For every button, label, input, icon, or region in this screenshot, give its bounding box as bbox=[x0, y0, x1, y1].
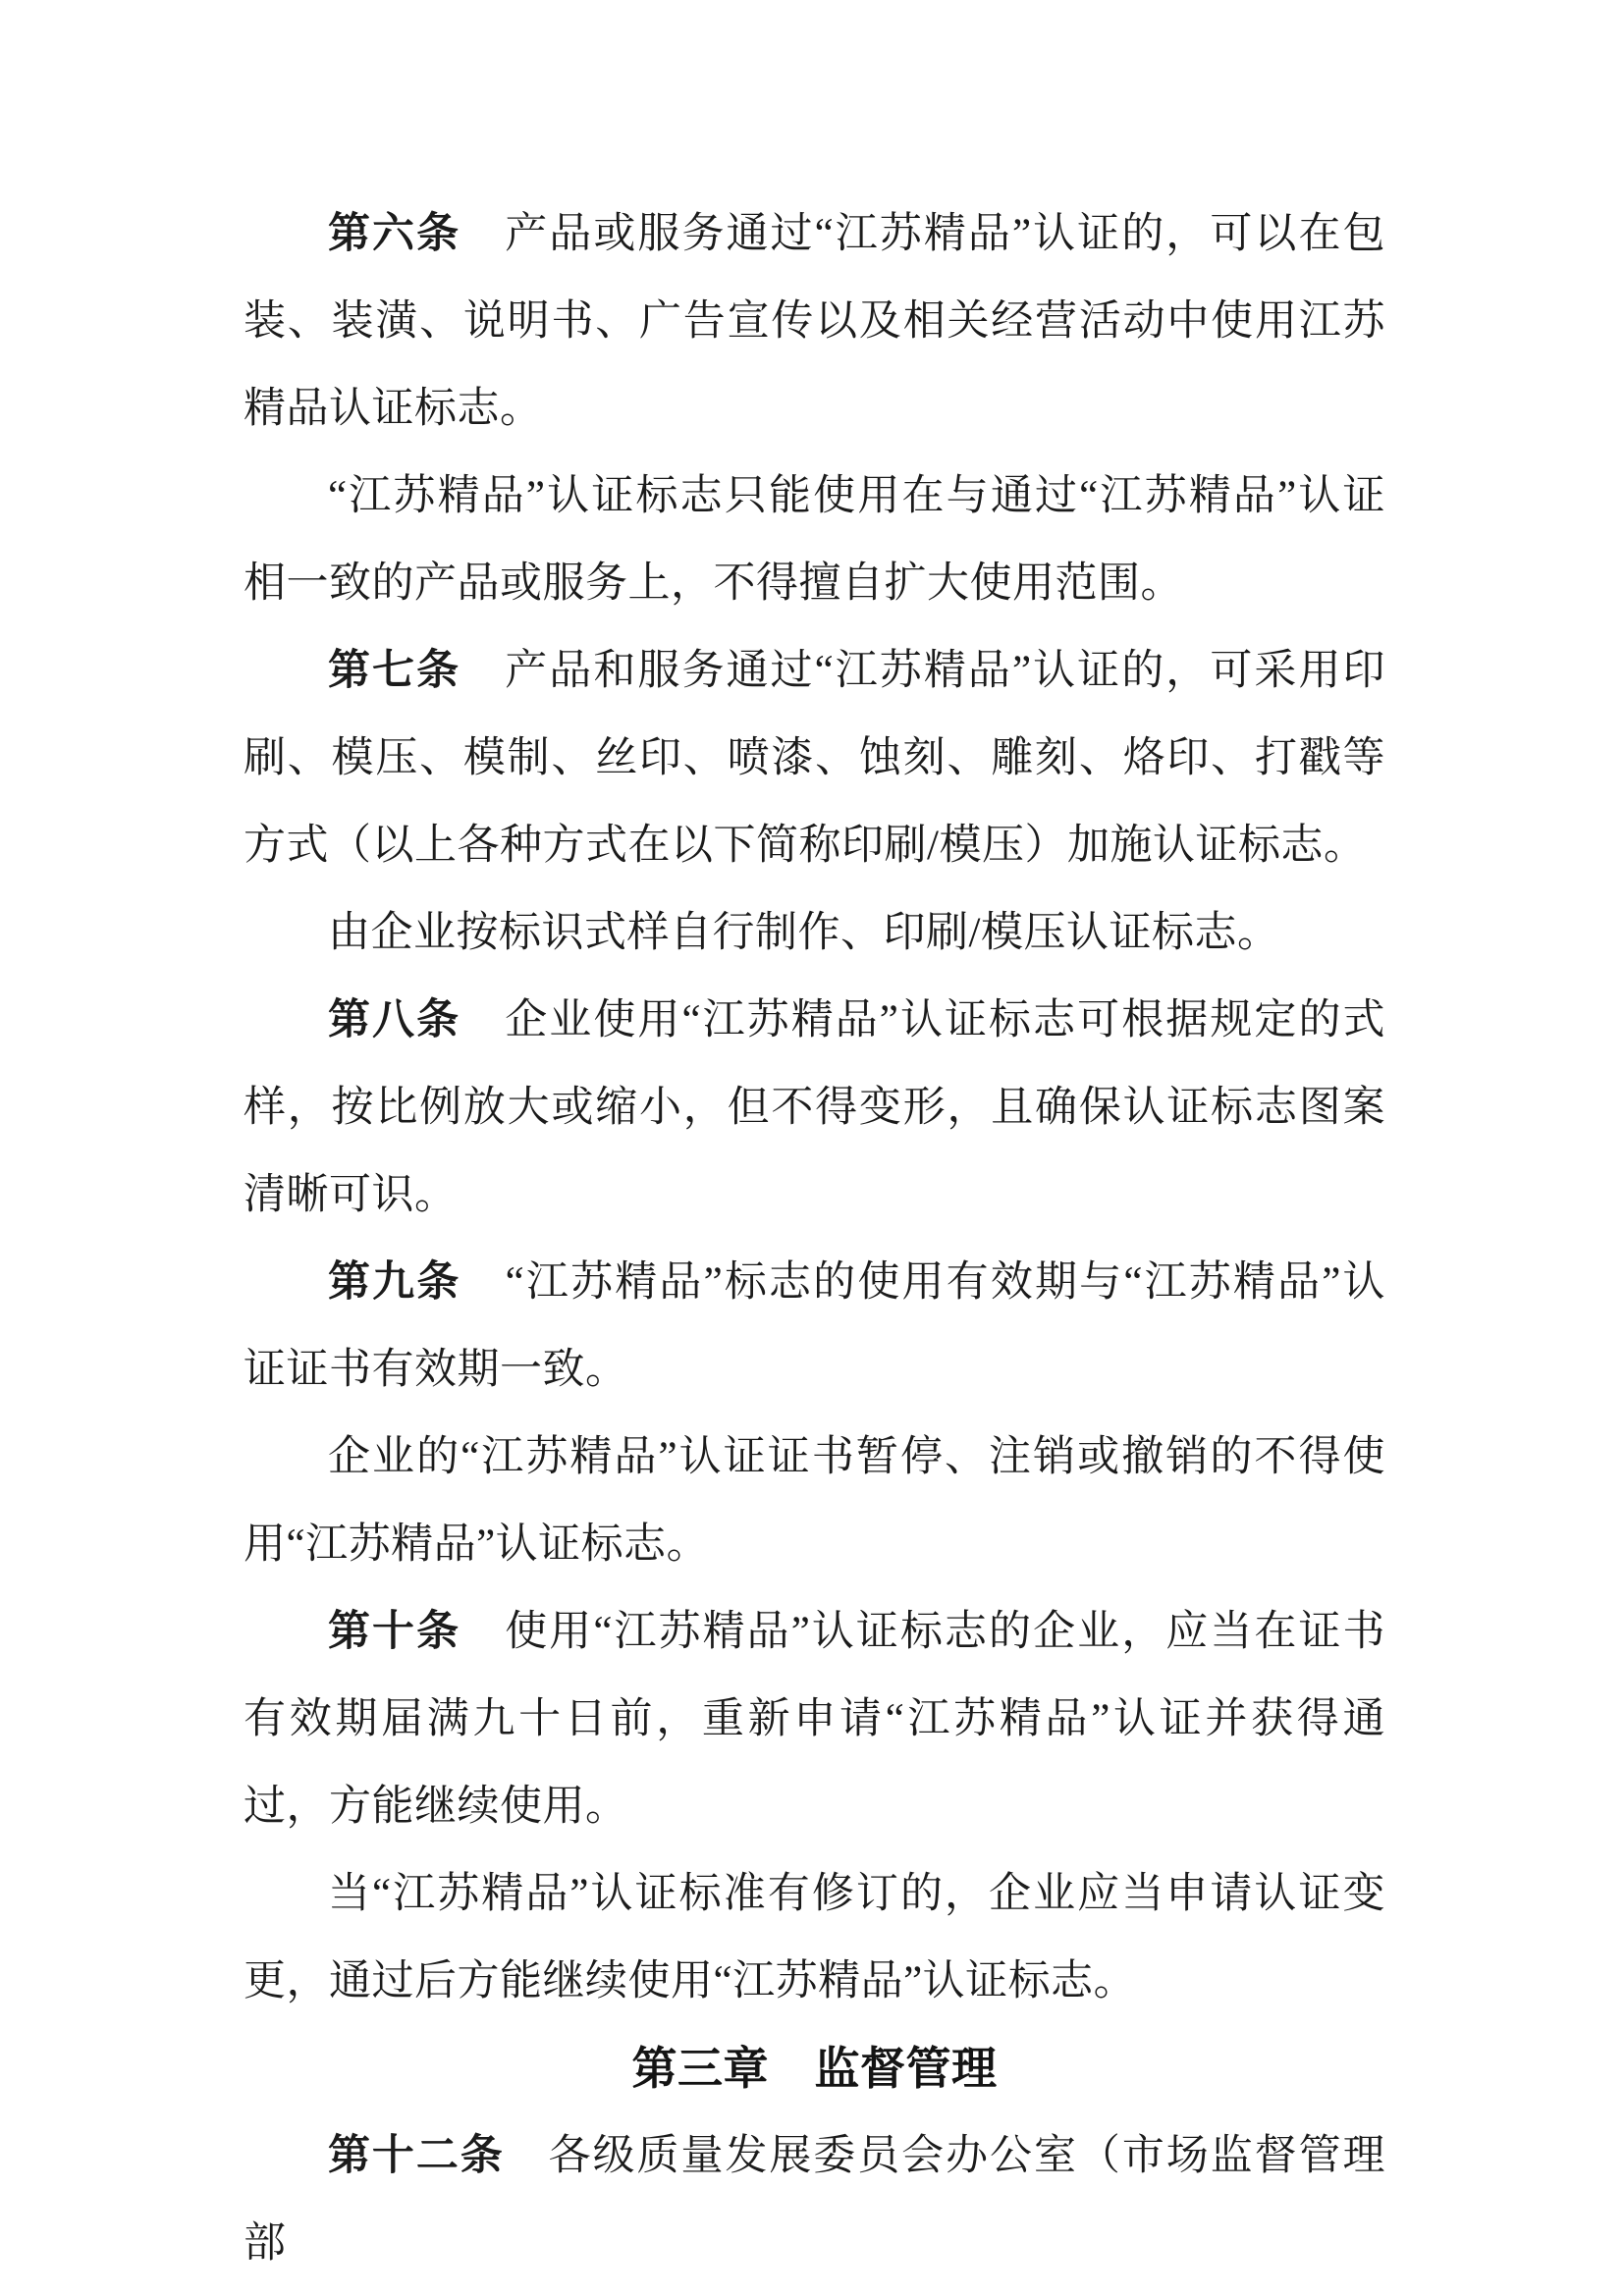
article-12-number: 第十二条 bbox=[328, 2132, 505, 2179]
paragraph-standard-revision bbox=[244, 1850, 1385, 2025]
article-8-number: 第八条 bbox=[328, 996, 461, 1043]
chapter-heading: 第三章 监督管理 bbox=[631, 2043, 998, 2094]
paragraph-mark-usage-scope bbox=[244, 453, 1385, 627]
paragraph-article-9 bbox=[244, 1239, 1385, 1414]
paragraph-self-printing bbox=[244, 889, 1385, 977]
paragraph-text: “江苏精品”认证标志只能使用在与通过“江苏精品”认证相一致的产品或服务上，不得擅自扩大使用范围。 bbox=[244, 473, 1385, 607]
paragraph-text: 当“江苏精品”认证标准有修订的，企业应当申请认证变更，通过后方能继续使用“江苏精品”认证标志。 bbox=[244, 1871, 1385, 2004]
article-6-number: 第六条 bbox=[328, 210, 461, 257]
paragraph-text: 企业的“江苏精品”认证证书暂停、注销或撤销的不得使用“江苏精品”认证标志。 bbox=[244, 1434, 1385, 1568]
article-10-text: 使用“江苏精品”认证标志的企业，应当在证书有效期届满九十日前，重新申请“江苏精品”认证并获得通过，方能继续使用。 bbox=[244, 1609, 1386, 1830]
article-12-text: 各级质量发展委员会办公室（市场监督管理部 bbox=[244, 2133, 1386, 2267]
paragraph-article-12 bbox=[244, 2112, 1385, 2287]
article-7-number: 第七条 bbox=[328, 647, 461, 694]
article-7-text: 产品和服务通过“江苏精品”认证的，可采用印刷、模压、模制、丝印、喷漆、蚀刻、雕刻、烙印、打戳等方式（以上各种方式在以下简称印刷/模压）加施认证标志。 bbox=[244, 648, 1386, 869]
article-9-number: 第九条 bbox=[328, 1258, 461, 1306]
paragraph-article-10 bbox=[244, 1588, 1385, 1850]
paragraph-article-8 bbox=[244, 977, 1385, 1239]
article-10-number: 第十条 bbox=[328, 1608, 461, 1655]
article-6-text: 产品或服务通过“江苏精品”认证的，可以在包装、装潢、说明书、广告宣传以及相关经营活动中使用江苏精品认证标志。 bbox=[244, 211, 1386, 432]
paragraph-certificate-suspension bbox=[244, 1414, 1385, 1588]
document-body bbox=[244, 190, 1385, 2287]
article-8-text: 企业使用“江苏精品”认证标志可根据规定的式样，按比例放大或缩小，但不得变形，且确保认证标志图案清晰可识。 bbox=[244, 997, 1386, 1218]
paragraph-text: 由企业按标识式样自行制作、印刷/模压认证标志。 bbox=[328, 910, 1280, 956]
paragraph-article-6 bbox=[244, 190, 1385, 453]
article-9-text: “江苏精品”标志的使用有效期与“江苏精品”认证证书有效期一致。 bbox=[244, 1259, 1385, 1393]
paragraph-article-7 bbox=[244, 627, 1385, 889]
